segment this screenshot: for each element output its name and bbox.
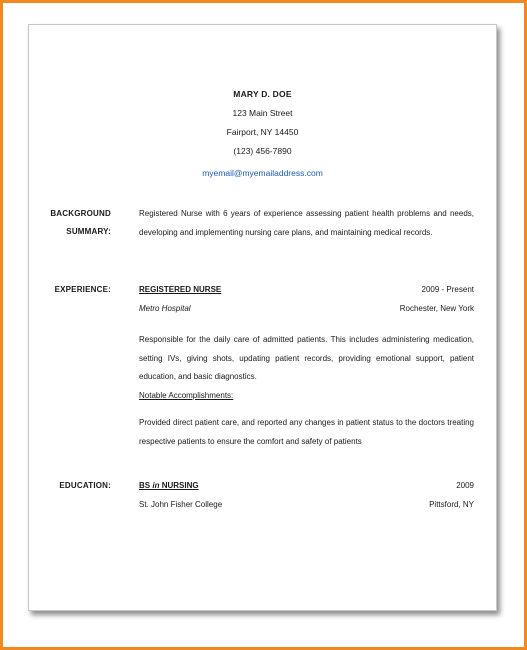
accomplishments-heading: Notable Accomplishments: (139, 390, 234, 400)
degree-row (139, 477, 474, 496)
applicant-name: MARY D. DOE (233, 89, 292, 99)
email-link[interactable]: myemail@myemailaddress.com (202, 168, 323, 178)
school-location: Pittsford, NY (429, 499, 474, 509)
street-address: 123 Main Street (232, 108, 293, 118)
background-label-line2: SUMMARY: (66, 227, 111, 236)
contact-header (29, 85, 496, 183)
background-label (50, 205, 111, 241)
background-label-line1: BACKGROUND (50, 209, 111, 218)
employer-location: Rochester, New York (399, 303, 474, 313)
degree (139, 477, 199, 496)
education-section (139, 477, 474, 514)
phone-number: (123) 456-7890 (233, 146, 292, 156)
city-state-zip: Fairport, NY 14450 (226, 127, 299, 137)
employer-name: Metro Hospital (139, 303, 191, 313)
graduation-year: 2009 (456, 481, 474, 490)
school-name: St. John Fisher College (139, 499, 223, 509)
job-description: Responsible for the daily care of admitted patients. This includes administering medication, setting IVs, giving shots, updating patient records, providing emotional support, patient education, and basic diagnostics. (139, 335, 474, 381)
school-row (139, 496, 474, 515)
background-summary-text: Registered Nurse with 6 years of experience assessing patient health problems and needs, developing and implementing nursing care plans, and maintaining medical records. (139, 209, 474, 237)
resume-page (28, 24, 497, 611)
accomplishments-text: Provided direct patient care, and reported any changes in patient status to the doctors treating respective patients to ensure the comfort and safety of patients (139, 418, 474, 446)
education-label: EDUCATION: (59, 481, 111, 490)
experience-section (139, 281, 474, 451)
employer-row (139, 300, 474, 319)
job-dates: 2009 - Present (421, 285, 474, 294)
degree-in: in (152, 481, 160, 490)
degree-prefix: BS (139, 481, 151, 490)
degree-field: NURSING (161, 481, 199, 490)
experience-label: EXPERIENCE: (54, 285, 111, 294)
job-title-row (139, 281, 474, 300)
job-title: REGISTERED NURSE (139, 285, 222, 294)
